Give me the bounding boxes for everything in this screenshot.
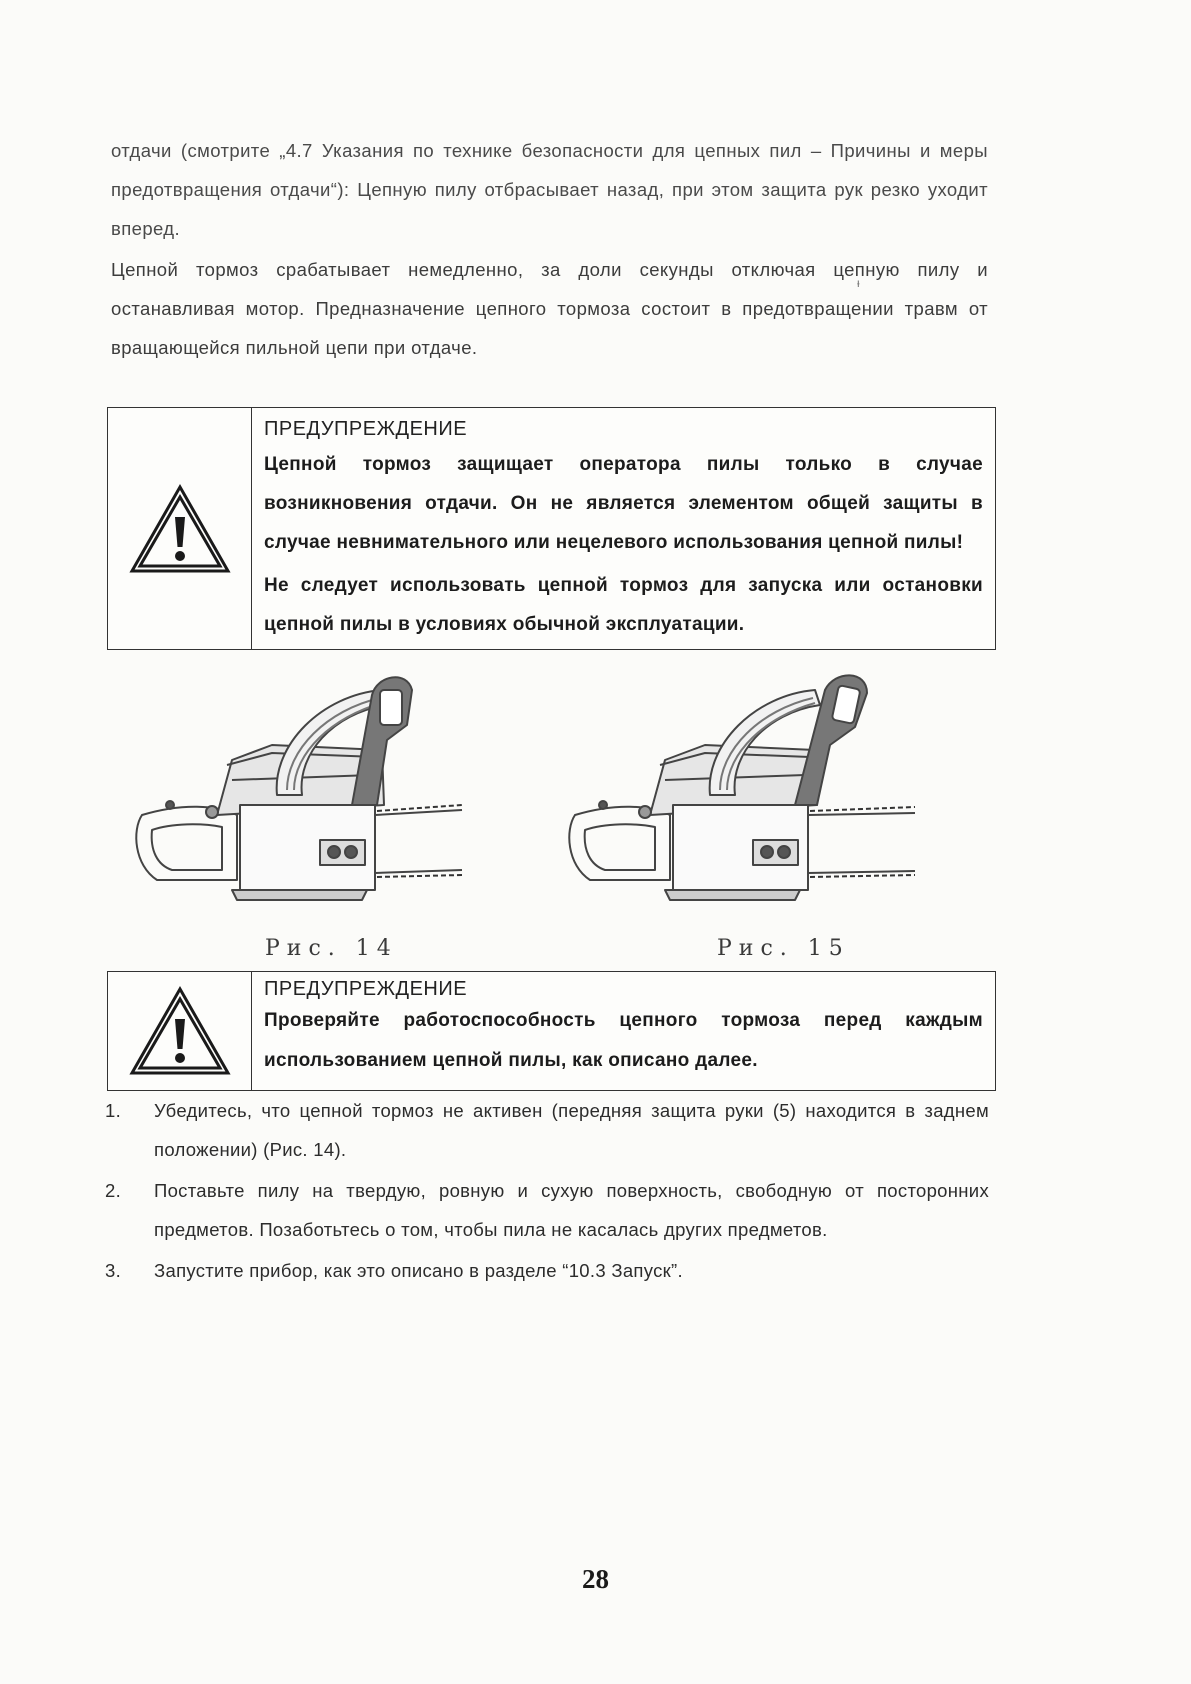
- warning-text-check: Проверяйте работоспособность цепного тормоза перед каждым использованием цепной пилы, как описано далее.: [264, 1010, 983, 1071]
- intro-paragraph-chain-brake: Цепной тормоз срабатывает немедленно, за доли секунды отключая цепную пилу и останавливая мотор. Предназначение цепного тормоза состоит в предотвращении травм от вращающейся пильной цепи при отдаче.: [111, 259, 988, 358]
- warning-symbol-cell: [108, 972, 252, 1090]
- warning-box-chain-brake: [107, 407, 996, 650]
- step-number: 1.: [105, 1100, 122, 1121]
- warning-heading: ПРЕДУПРЕЖДЕНИЕ: [264, 418, 468, 440]
- list-item: [105, 1171, 989, 1249]
- step-text: Запустите прибор, как это описано в разделе “10.3 Запуск”.: [154, 1260, 683, 1281]
- step-text: Убедитесь, что цепной тормоз не активен (передняя защита руки (5) находится в заднем положении) (Рис. 14).: [154, 1100, 989, 1160]
- warning-triangle-icon: [128, 483, 232, 575]
- warning-text-usage: Не следует использовать цепной тормоз для запуска или остановки цепной пилы в условиях обычной эксплуатации.: [264, 575, 983, 635]
- figure-15-caption: Рис. 15: [717, 936, 850, 961]
- warning-heading: ПРЕДУПРЕЖДЕНИЕ: [264, 978, 468, 1000]
- procedure-steps: [105, 1091, 989, 1290]
- chainsaw-figure-14: [122, 665, 502, 945]
- page-number: 28: [582, 1564, 609, 1594]
- list-item: [105, 1251, 989, 1290]
- figure-14-caption: Рис. 14: [265, 936, 398, 961]
- warning-box-check-brake: [107, 971, 996, 1091]
- step-number: 2.: [105, 1180, 122, 1201]
- warning-symbol-cell: [108, 408, 252, 649]
- intro-paragraph-kickback: отдачи (смотрите „4.7 Указания по технике безопасности для цепных пил – Причины и меры предотвращения отдачи“): Цепную пилу отбрасывает назад, при этом защита рук резко уходит вперед.: [111, 140, 988, 239]
- list-item: [105, 1091, 989, 1169]
- chainsaw-figure-15: [555, 665, 935, 945]
- warning-triangle-icon: [128, 985, 232, 1077]
- step-number: 3.: [105, 1260, 122, 1281]
- warning-text-scope: Цепной тормоз защищает оператора пилы только в случае возникновения отдачи. Он не является элементом общей защиты в случае невнимательного или нецелевого использования цепной пилы!: [264, 454, 983, 553]
- step-text: Поставьте пилу на твердую, ровную и сухую поверхность, свободную от посторонних предметов. Позаботьтесь о том, чтобы пила не касалась других предметов.: [154, 1180, 989, 1240]
- scan-mark: ᵻ: [857, 276, 860, 290]
